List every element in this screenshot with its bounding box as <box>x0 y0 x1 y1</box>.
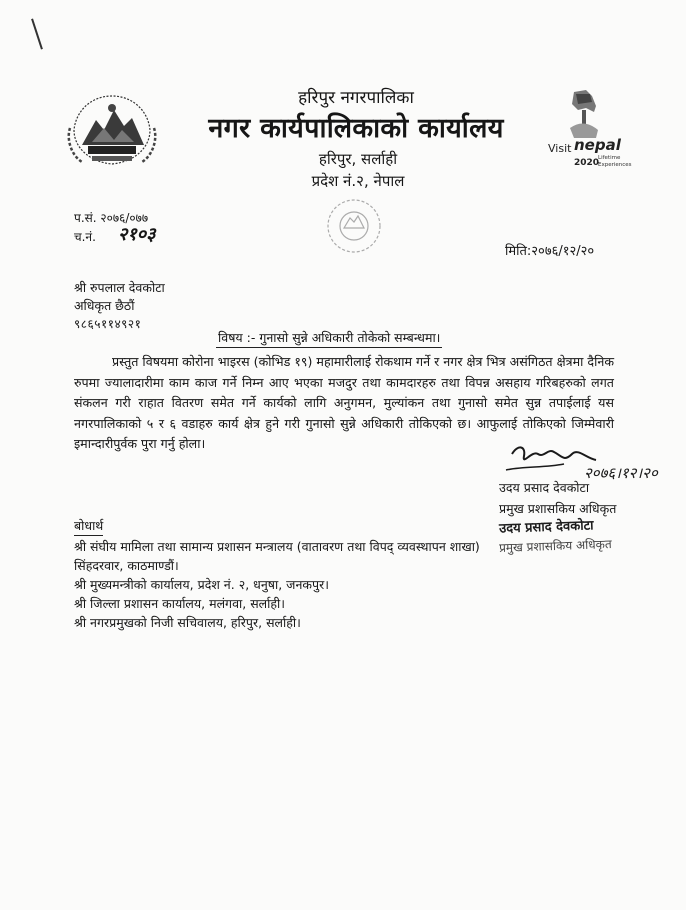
cc-heading: बोधार्थ <box>74 517 103 536</box>
name-stamp: उदय प्रसाद देवकोटा <box>498 518 594 537</box>
recipient-phone: ९८६५११४९२१ <box>74 317 142 331</box>
cc-line: श्री मुख्यमन्त्रीको कार्यालय, प्रदेश नं. २, धनुषा, जनकपुर। <box>74 577 329 592</box>
year-text: 2020 <box>574 158 600 168</box>
dispatch-label: च.नं. <box>74 230 96 244</box>
cc-line: श्री नगरप्रमुखको निजी सचिवालय, हरिपुर, सर्लाही। <box>74 615 301 630</box>
signatory-title: प्रमुख प्रशासकिय अधिकृत <box>499 501 617 516</box>
cc-line: सिंहदरवार, काठमाण्डौं। <box>74 558 179 573</box>
stray-pen-mark <box>31 18 43 49</box>
visit-nepal-2020-logo <box>546 88 632 176</box>
visit-text: Visit <box>548 142 572 155</box>
office-seal-stamp <box>320 188 388 266</box>
recipient-position: अधिकृत छैठौं <box>74 298 135 313</box>
office-location: हरिपुर, सर्लाही <box>318 150 398 168</box>
letter-body: प्रस्तुत विषयमा कोरोना भाइरस (कोभिड १९) महामारीलाई रोकथाम गर्ने र नगर क्षेत्र भित्र असंगिठत क्षेत्रमा दैनिक रुपमा ज्यालादारीमा काम काज गर्ने निम्न आए भएका मजदुर तथा कामदारहरु तथा विपन्न असहाय गरिबहरुको लगत संकलन गरी राहात वितरण समेत गर्ने कार्यको लागि अनुगमन, मुल्यांकन तथा गुनासो समेत सुन्न तपाईलाई यस नगरपालिकाको ५ र ६ वडाहरु कार्य क्षेत्र हुने गरी गुनासो सुन्ने अधिकारी तोकिएको छ। आफुलाई तोकिएको जिम्मेवारी इमान्दारीपुर्वक पुरा गर्नु होला। <box>74 354 614 451</box>
letter-date: मिति:२०७६/१२/२० <box>505 244 595 259</box>
recipient-name: श्री रुपलाल देवकोटा <box>74 280 165 295</box>
signature-date: २०७६।१२।२० <box>584 464 658 482</box>
letter-subject: विषय :- गुनासो सुन्ने अधिकारी तोकेको सम्बन्धमा। <box>216 329 442 348</box>
nepal-emblem-logo <box>62 90 162 170</box>
office-province: प्रदेश नं.२, नेपाल <box>311 172 405 190</box>
reference-number: प.सं. २०७६/०७७ <box>74 211 149 225</box>
municipality-name: हरिपुर नगरपालिका <box>298 88 414 108</box>
cc-line: श्री जिल्ला प्रशासन कार्यालय, मलंगवा, सर्लाही। <box>74 596 286 611</box>
title-stamp: प्रमुख प्रशासकिय अधिकृत <box>498 537 612 555</box>
nepal-text: nepal <box>574 136 621 154</box>
tagline-experiences: Experiences <box>598 162 632 168</box>
cc-line: श्री संघीय मामिला तथा सामान्य प्रशासन मन्त्रालय (वातावरण तथा विपद् व्यवस्थापन शाखा) <box>74 539 480 554</box>
signatory-name: उदय प्रसाद देवकोटा <box>499 480 590 495</box>
tagline-lifetime: Lifetime <box>598 155 621 161</box>
dispatch-number-handwritten: २१०३ <box>118 224 156 245</box>
office-title: नगर कार्यपालिकाको कार्यालय <box>208 113 504 144</box>
